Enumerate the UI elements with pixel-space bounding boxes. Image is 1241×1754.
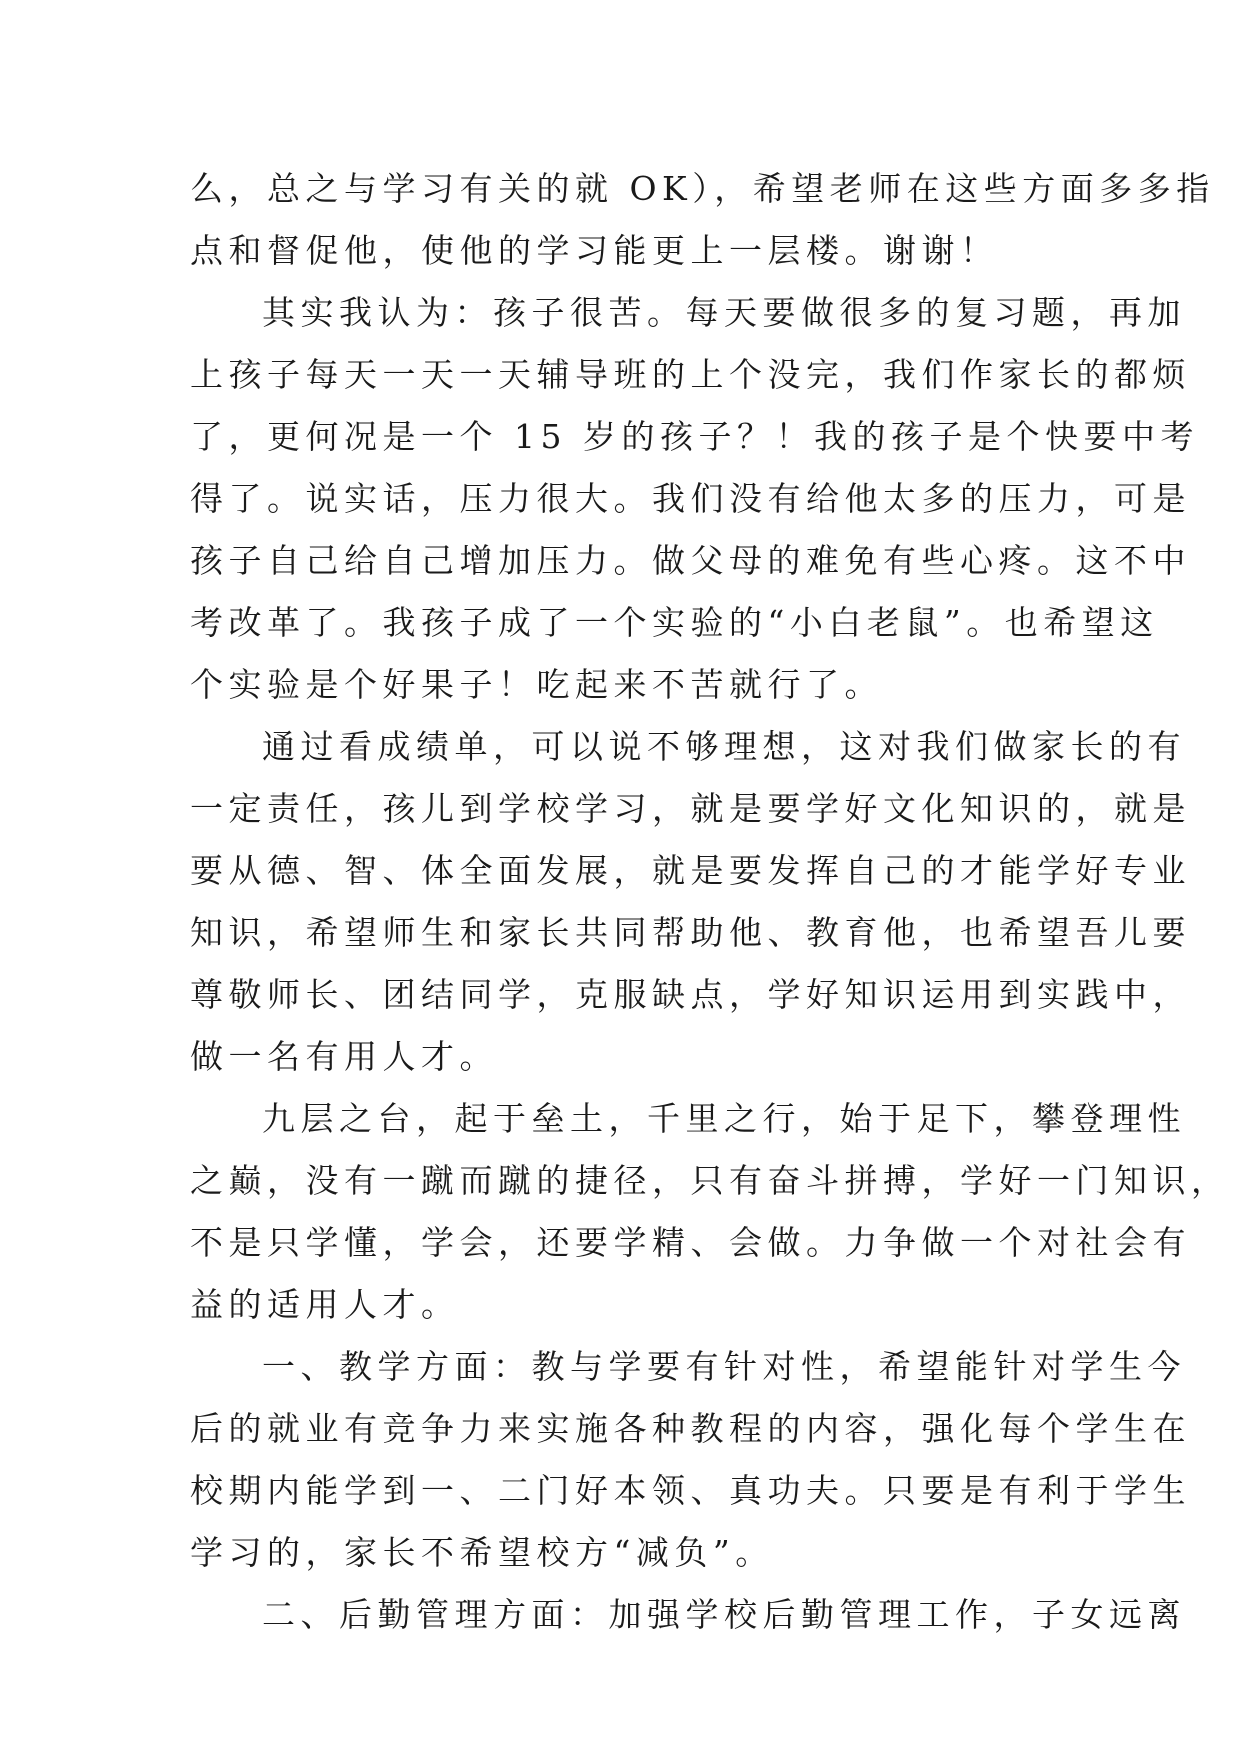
text-line: 尊敬师长、团结同学，克服缺点，学好知识运用到实践中， (190, 975, 1191, 1014)
text-line: 二、后勤管理方面：加强学校后勤管理工作，子女远离 (262, 1595, 1186, 1634)
paragraph-4 (190, 1088, 1230, 1336)
text-line: 其实我认为：孩子很苦。每天要做很多的复习题，再加 (262, 293, 1186, 332)
paragraph-5 (190, 1336, 1191, 1584)
text-line: 得了。说实话，压力很大。我们没有给他太多的压力，可是 (190, 479, 1191, 518)
text-line: 通过看成绩单，可以说不够理想，这对我们做家长的有 (262, 727, 1186, 766)
paragraph-6 (190, 1584, 1186, 1646)
text-line: 一定责任，孩儿到学校学习，就是要学好文化知识的，就是 (190, 789, 1191, 828)
text-line: 学习的，家长不希望校方“减负”。 (190, 1533, 774, 1572)
text-line: 之巅，没有一蹴而蹴的捷径，只有奋斗拼搏，学好一门知识， (190, 1161, 1230, 1200)
text-line: 要从德、智、体全面发展，就是要发挥自己的才能学好专业 (190, 851, 1191, 890)
text-line: 不是只学懂，学会，还要学精、会做。力争做一个对社会有 (190, 1223, 1191, 1262)
body-text (190, 158, 1230, 1646)
text-line: 么，总之与学习有关的就 OK），希望老师在这些方面多多指 (190, 169, 1215, 208)
paragraph-3 (190, 716, 1191, 1088)
text-line: 考改革了。我孩子成了一个实验的“小白老鼠”。也希望这 (190, 603, 1159, 642)
text-line: 点和督促他，使他的学习能更上一层楼。谢谢！ (190, 231, 999, 270)
text-line: 校期内能学到一、二门好本领、真功夫。只要是有利于学生 (190, 1471, 1191, 1510)
paragraph-2 (190, 282, 1199, 716)
text-line: 后的就业有竞争力来实施各种教程的内容，强化每个学生在 (190, 1409, 1191, 1448)
text-line: 九层之台，起于垒土，千里之行，始于足下，攀登理性 (262, 1099, 1186, 1138)
paragraph-1-continuation (190, 158, 1215, 282)
text-line: 做一名有用人才。 (190, 1037, 498, 1076)
text-line: 孩子自己给自己增加压力。做父母的难免有些心疼。这不中 (190, 541, 1191, 580)
text-line: 上孩子每天一天一天辅导班的上个没完，我们作家长的都烦 (190, 355, 1191, 394)
text-line: 个实验是个好果子！吃起来不苦就行了。 (190, 665, 883, 704)
text-line: 知识，希望师生和家长共同帮助他、教育他，也希望吾儿要 (190, 913, 1191, 952)
text-line: 益的适用人才。 (190, 1285, 460, 1324)
text-line: 一、教学方面：教与学要有针对性，希望能针对学生今 (262, 1347, 1186, 1386)
text-line: 了，更何况是一个 15 岁的孩子？！我的孩子是个快要中考 (190, 417, 1199, 456)
